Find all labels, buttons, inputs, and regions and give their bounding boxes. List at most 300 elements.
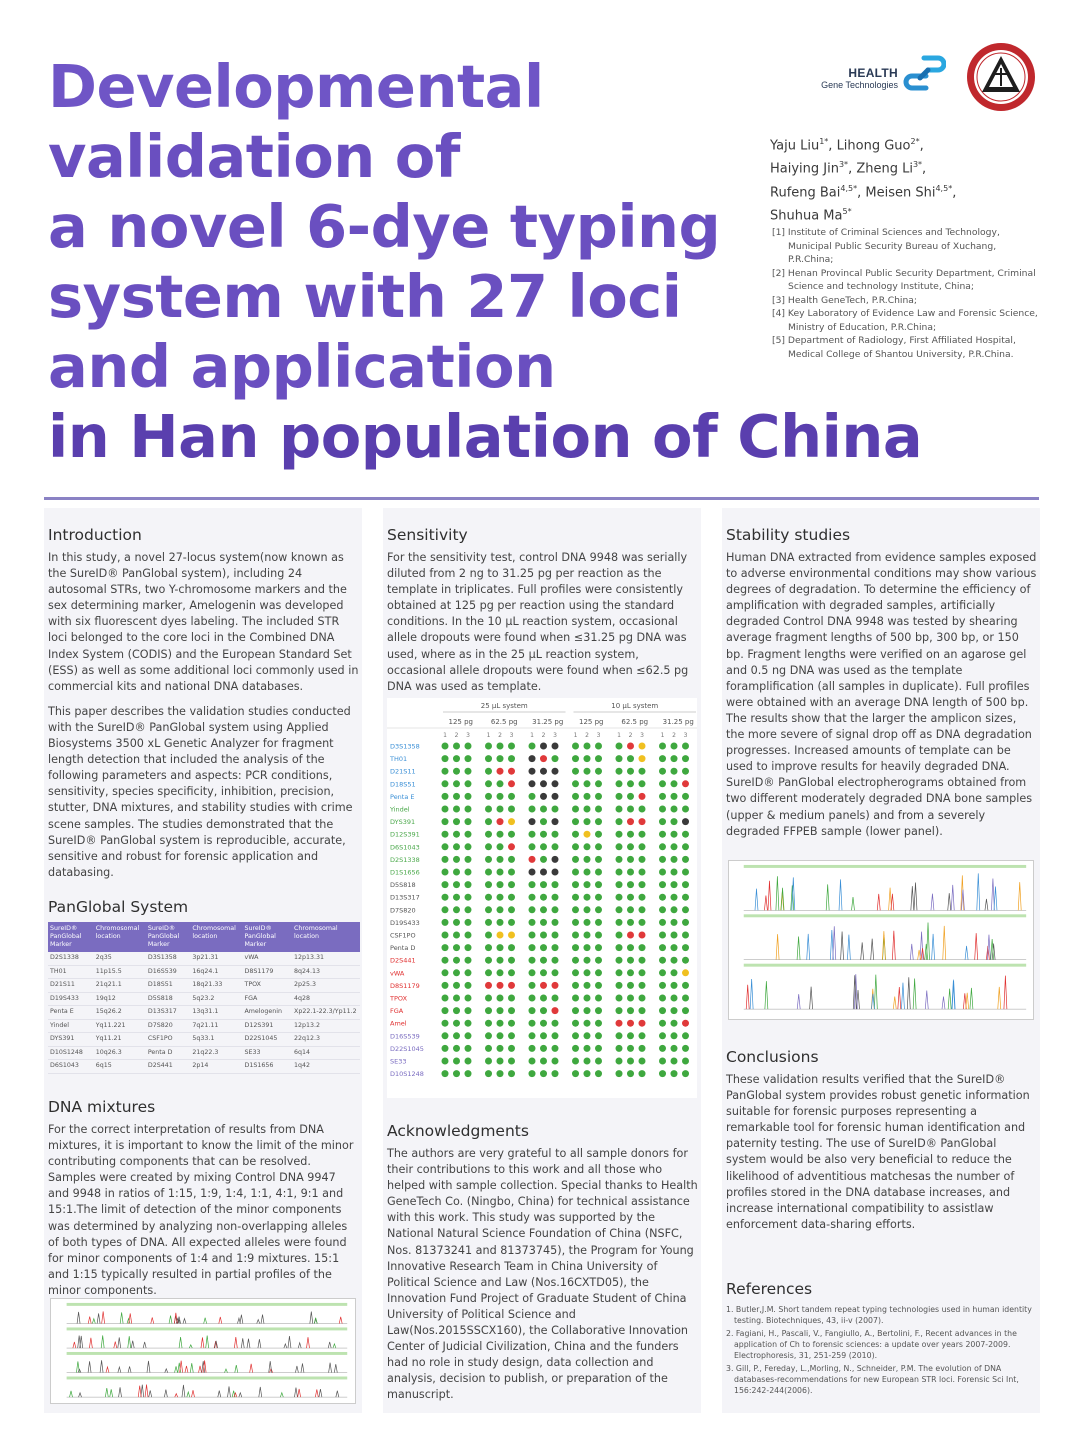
allele-dot bbox=[485, 995, 492, 1002]
allele-dot bbox=[595, 869, 602, 876]
allele-dot bbox=[529, 755, 536, 762]
allele-dot bbox=[465, 969, 472, 976]
table-cell: Amelogenin bbox=[242, 1006, 292, 1020]
trace-peak bbox=[948, 893, 951, 910]
allele-dot bbox=[682, 780, 689, 787]
table-cell: D10S1248 bbox=[48, 1046, 94, 1060]
table-row bbox=[48, 1046, 360, 1060]
trace-peak bbox=[88, 1317, 91, 1324]
allele-dot bbox=[659, 995, 666, 1002]
locus-label: DYS391 bbox=[390, 818, 416, 827]
allele-dot bbox=[465, 919, 472, 926]
allele-dot bbox=[552, 1045, 559, 1052]
allele-dot bbox=[529, 944, 536, 951]
allele-dot bbox=[497, 906, 504, 913]
allele-dot bbox=[497, 806, 504, 813]
allele-dot bbox=[572, 755, 579, 762]
allele-dot bbox=[442, 1045, 449, 1052]
table-cell: 16q24.1 bbox=[190, 965, 242, 979]
allele-dot bbox=[529, 780, 536, 787]
author-sup: 3* bbox=[912, 160, 923, 170]
allele-dot bbox=[572, 780, 579, 787]
allele-dot bbox=[540, 932, 547, 939]
allele-dot bbox=[442, 743, 449, 750]
allele-dot bbox=[682, 818, 689, 825]
locus-label: D6S1043 bbox=[390, 843, 420, 852]
table-cell: 13q31.1 bbox=[190, 1006, 242, 1020]
trace-peak bbox=[319, 1389, 322, 1397]
allele-dot bbox=[639, 755, 646, 762]
table-cell: 12p13.2 bbox=[292, 1019, 360, 1033]
allele-dot bbox=[552, 932, 559, 939]
allele-dot bbox=[485, 894, 492, 901]
trace-peak bbox=[77, 1312, 80, 1324]
allele-dot bbox=[453, 919, 460, 926]
allele-dot bbox=[616, 919, 623, 926]
locus-label: D2S1338 bbox=[390, 855, 420, 864]
allele-dot bbox=[442, 995, 449, 1002]
title-line: and application bbox=[48, 332, 556, 401]
trace-peak bbox=[182, 1385, 185, 1397]
locus-label: D1S1656 bbox=[390, 868, 420, 877]
trace-peak bbox=[852, 897, 855, 910]
allele-dot bbox=[497, 1032, 504, 1039]
locus-label: CSF1PO bbox=[390, 931, 416, 940]
marker-bar bbox=[67, 1377, 348, 1380]
trace-peak bbox=[149, 1390, 152, 1397]
allele-dot bbox=[508, 1045, 515, 1052]
allele-dot bbox=[540, 982, 547, 989]
allele-dot bbox=[682, 806, 689, 813]
trace-peak bbox=[301, 1363, 304, 1372]
allele-dot bbox=[485, 831, 492, 838]
trace-peak bbox=[187, 1392, 190, 1397]
allele-dot bbox=[616, 944, 623, 951]
table-cell: D19S433 bbox=[48, 992, 94, 1006]
author-list: Yaju Liu$^{1*}$, Lihong Guo$^{2*}$, Haiying Jin$^{3*}$, Zheng $Li^{3*}$, Rufeng Bai$^{4,5*}$, Meisen Shi$^{4,5*}$, Shuhua $Ma^{5*}$ bbox=[770, 137, 957, 224]
table-cell: D2S1338 bbox=[48, 952, 94, 965]
allele-dot bbox=[540, 1070, 547, 1077]
trace-peak bbox=[119, 1387, 122, 1397]
allele-dot bbox=[540, 881, 547, 888]
allele-dot bbox=[453, 995, 460, 1002]
trace-peak bbox=[892, 931, 895, 960]
allele-dot bbox=[572, 1070, 579, 1077]
allele-dot bbox=[508, 982, 515, 989]
allele-dot bbox=[508, 869, 515, 876]
trace-peak bbox=[204, 1318, 207, 1324]
allele-dot bbox=[552, 1058, 559, 1065]
allele-dot bbox=[659, 768, 666, 775]
allele-dot bbox=[485, 932, 492, 939]
allele-dot bbox=[627, 869, 634, 876]
allele-dot bbox=[442, 818, 449, 825]
amount-label: 31.25 pg bbox=[532, 718, 564, 726]
trace-peak bbox=[911, 886, 914, 910]
affiliation: [4] Key Laboratory of Evidence Law and Forensic Science, Ministry of Education, P.R.China; bbox=[772, 308, 1038, 333]
allele-dot bbox=[584, 806, 591, 813]
trace-peak bbox=[841, 931, 844, 959]
allele-dot bbox=[616, 995, 623, 1002]
trace-peak bbox=[110, 1389, 113, 1397]
locus-label: Penta E bbox=[390, 792, 415, 801]
allele-dot bbox=[442, 806, 449, 813]
allele-dot bbox=[584, 995, 591, 1002]
allele-dot bbox=[671, 957, 678, 964]
panglobal-section bbox=[48, 894, 360, 1074]
allele-dot bbox=[616, 768, 623, 775]
allele-dot bbox=[659, 982, 666, 989]
allele-dot bbox=[572, 894, 579, 901]
allele-dot bbox=[682, 944, 689, 951]
allele-dot bbox=[584, 969, 591, 976]
trace-peak bbox=[298, 1343, 301, 1348]
allele-dot bbox=[659, 755, 666, 762]
locus-label: D5S818 bbox=[390, 881, 416, 890]
allele-dot bbox=[595, 944, 602, 951]
allele-dot bbox=[595, 743, 602, 750]
allele-dot bbox=[595, 780, 602, 787]
replicate-label: 3 bbox=[683, 732, 688, 739]
marker-bar bbox=[67, 1352, 348, 1355]
locus-label: D19S433 bbox=[390, 918, 420, 927]
allele-dot bbox=[465, 793, 472, 800]
allele-dot bbox=[552, 957, 559, 964]
section-heading: References bbox=[726, 1280, 813, 1298]
allele-dot bbox=[627, 768, 634, 775]
allele-dot bbox=[552, 768, 559, 775]
allele-dot bbox=[659, 894, 666, 901]
table-cell: D22S1045 bbox=[242, 1033, 292, 1047]
allele-dot bbox=[627, 1058, 634, 1065]
table-header-row bbox=[48, 922, 360, 952]
allele-dot bbox=[659, 957, 666, 964]
allele-dot bbox=[465, 894, 472, 901]
allele-dot bbox=[497, 982, 504, 989]
trace-peak bbox=[294, 1387, 297, 1397]
allele-dot bbox=[659, 881, 666, 888]
allele-dot bbox=[508, 1007, 515, 1014]
allele-dot bbox=[671, 944, 678, 951]
trace-peak bbox=[175, 1394, 178, 1397]
allele-dot bbox=[529, 995, 536, 1002]
allele-dot bbox=[671, 768, 678, 775]
affiliation: [2] Henan Provincal Public Security Department, Criminal Science and technology Institute, China; bbox=[772, 267, 1036, 292]
allele-dot bbox=[584, 743, 591, 750]
marker-bar bbox=[67, 1327, 348, 1330]
allele-dot bbox=[627, 780, 634, 787]
allele-dot bbox=[671, 906, 678, 913]
locus-label: D22S1045 bbox=[390, 1044, 424, 1053]
allele-dot bbox=[485, 1032, 492, 1039]
locus-label: Penta D bbox=[390, 944, 416, 953]
allele-dot bbox=[442, 1032, 449, 1039]
trace-peak bbox=[746, 985, 749, 1009]
allele-dot bbox=[671, 806, 678, 813]
author-sup: 2* bbox=[910, 137, 920, 146]
allele-dot bbox=[552, 881, 559, 888]
allele-dot bbox=[682, 856, 689, 863]
trace-peak bbox=[101, 1335, 104, 1348]
allele-dot bbox=[639, 969, 646, 976]
allele-dot bbox=[595, 969, 602, 976]
allele-dot bbox=[595, 1045, 602, 1052]
allele-dot bbox=[659, 969, 666, 976]
author-name: Shuhua Ma bbox=[770, 208, 843, 224]
allele-dot bbox=[508, 1032, 515, 1039]
allele-dot bbox=[584, 1045, 591, 1052]
section-heading: Sensitivity bbox=[387, 526, 468, 544]
allele-dot bbox=[453, 1070, 460, 1077]
allele-dot bbox=[465, 1058, 472, 1065]
author-name: Rufeng Bai bbox=[770, 184, 841, 200]
table-cell: Xp22.1-22.3/Yp11.2 bbox=[292, 1006, 360, 1020]
table-cell: 19q12 bbox=[94, 992, 146, 1006]
allele-dot bbox=[552, 856, 559, 863]
allele-dot bbox=[552, 919, 559, 926]
allele-dot bbox=[540, 818, 547, 825]
allele-dot bbox=[659, 818, 666, 825]
allele-dot bbox=[659, 944, 666, 951]
paragraph: The authors are very grateful to all sample donors for their contributions to this work and all those who helped with sample collection. Special thanks to Health GeneTech Co. (Ningbo, China) for technical assistance with this work. This study was supported by the National Natural Science Foundation of China (NSFC, Nos. 81373241 and 81373745), the Program for Young Innovative Research Team in China University of Political Science and Law (Nos.16CXTD05), the Innovation Fund Project of Graduate Student of China University of Political Science and Law(Nos.2015SSCX160), the Collaborative Innovation Center of Judicial Civilization, China and the funders had no role in study design, data collection and analysis, decision to publish, or preparation of the manuscript. bbox=[387, 1147, 698, 1402]
title-line: validation of bbox=[48, 122, 460, 191]
allele-dot bbox=[529, 957, 536, 964]
allele-dot bbox=[465, 780, 472, 787]
trace-peak bbox=[128, 1366, 131, 1372]
reference-item: 3. Gill, P., Fereday, L.,Morling, N., Schneider, P.M. The evolution of DNA databases-recommendations for new European STR loci. Forensic Sci Int, 156:242-244(2006). bbox=[726, 1364, 1019, 1395]
allele-dot bbox=[659, 1032, 666, 1039]
allele-dot bbox=[497, 1007, 504, 1014]
allele-dot bbox=[497, 768, 504, 775]
allele-dot bbox=[552, 1020, 559, 1027]
trace-peak bbox=[114, 1342, 117, 1348]
allele-dot bbox=[616, 932, 623, 939]
allele-dot bbox=[572, 818, 579, 825]
allele-dot bbox=[540, 743, 547, 750]
allele-dot bbox=[627, 856, 634, 863]
trace-peak bbox=[147, 1361, 150, 1373]
allele-dot bbox=[497, 743, 504, 750]
trace-peak bbox=[807, 934, 810, 960]
allele-dot bbox=[659, 806, 666, 813]
allele-dot bbox=[572, 957, 579, 964]
allele-dot bbox=[465, 957, 472, 964]
allele-dot bbox=[616, 1058, 623, 1065]
locus-label: vWA bbox=[390, 969, 405, 978]
author-name: Haiying Jin bbox=[770, 161, 839, 177]
trace-peak bbox=[942, 996, 945, 1009]
locus-label: TH01 bbox=[390, 755, 408, 764]
allele-dot bbox=[595, 856, 602, 863]
allele-dot bbox=[572, 768, 579, 775]
allele-dot bbox=[540, 856, 547, 863]
allele-dot bbox=[572, 982, 579, 989]
allele-dot bbox=[508, 1070, 515, 1077]
allele-dot bbox=[497, 843, 504, 850]
allele-dot bbox=[529, 768, 536, 775]
trace-peak bbox=[328, 1342, 331, 1348]
allele-dot bbox=[639, 1007, 646, 1014]
table-cell: 8q24.13 bbox=[292, 965, 360, 979]
allele-dot bbox=[572, 856, 579, 863]
allele-dot bbox=[508, 1020, 515, 1027]
allele-dot bbox=[639, 743, 646, 750]
allele-dot bbox=[540, 906, 547, 913]
allele-dot bbox=[671, 1007, 678, 1014]
allele-dot bbox=[540, 969, 547, 976]
allele-dot bbox=[465, 743, 472, 750]
allele-dot bbox=[627, 969, 634, 976]
panglobal-table bbox=[48, 922, 360, 1074]
allele-dot bbox=[671, 831, 678, 838]
allele-dot bbox=[682, 982, 689, 989]
table-cell: DYS391 bbox=[48, 1033, 94, 1047]
allele-dot bbox=[529, 1032, 536, 1039]
allele-dot bbox=[639, 957, 646, 964]
trace-peak bbox=[199, 1366, 202, 1373]
trace-peak bbox=[927, 922, 930, 959]
allele-dot bbox=[682, 793, 689, 800]
trace-peak bbox=[776, 876, 779, 910]
amount-label: 125 pg bbox=[448, 718, 473, 726]
allele-dot bbox=[627, 919, 634, 926]
allele-dot bbox=[627, 818, 634, 825]
allele-dot bbox=[584, 768, 591, 775]
allele-dot bbox=[659, 831, 666, 838]
allele-dot bbox=[552, 995, 559, 1002]
allele-dot bbox=[552, 1007, 559, 1014]
section-heading: Introduction bbox=[48, 526, 142, 544]
allele-dot bbox=[682, 995, 689, 1002]
paragraph: These validation results verified that the SureID® PanGlobal system provides robust genetic information suitable for forensic purposes representing a remarkable tool for forensic human identification and paternity testing. The use of SureID® PanGlobal system would be also very beneficial to reduce the likelihood of adventitious matchesas the number of profiles stored in the DNA database increases, and increase international compatibility to assistlaw enforcement data-sharing efforts. bbox=[726, 1073, 1030, 1231]
allele-dot bbox=[616, 881, 623, 888]
allele-dot bbox=[572, 932, 579, 939]
allele-dot bbox=[627, 1032, 634, 1039]
allele-dot bbox=[453, 831, 460, 838]
locus-label: D18S51 bbox=[390, 780, 416, 789]
allele-dot bbox=[529, 982, 536, 989]
trace-peak bbox=[797, 936, 800, 959]
trace-peak bbox=[165, 1369, 168, 1373]
trace-peak bbox=[234, 1337, 237, 1348]
allele-dot bbox=[671, 755, 678, 762]
trace-peak bbox=[145, 1385, 148, 1398]
allele-dot bbox=[616, 957, 623, 964]
allele-dot bbox=[659, 1020, 666, 1027]
allele-dot bbox=[442, 919, 449, 926]
allele-dot bbox=[485, 869, 492, 876]
table-cell: D8S1179 bbox=[242, 965, 292, 979]
affiliation: [3] Health GeneTech, P.R.China; bbox=[772, 294, 918, 306]
allele-dot bbox=[497, 793, 504, 800]
allele-dot bbox=[453, 982, 460, 989]
trace-peak bbox=[768, 881, 771, 911]
table-cell: D1S1656 bbox=[242, 1060, 292, 1074]
allele-dot bbox=[497, 881, 504, 888]
system-label: 25 μL system bbox=[480, 702, 528, 710]
trace-peak bbox=[826, 884, 829, 910]
allele-dot bbox=[639, 780, 646, 787]
allele-dot bbox=[508, 1058, 515, 1065]
trace-peak bbox=[175, 1366, 178, 1372]
table-cell: Penta D bbox=[146, 1046, 190, 1060]
allele-dot bbox=[659, 906, 666, 913]
locus-label: D12S391 bbox=[390, 830, 420, 839]
allele-dot bbox=[572, 1032, 579, 1039]
trace-peak bbox=[965, 946, 968, 960]
allele-dot bbox=[497, 856, 504, 863]
allele-dot bbox=[508, 793, 515, 800]
allele-dot bbox=[552, 1032, 559, 1039]
allele-dot bbox=[584, 957, 591, 964]
allele-dot bbox=[453, 969, 460, 976]
table-cell: 2p25.3 bbox=[292, 979, 360, 993]
table-row bbox=[48, 979, 360, 993]
allele-dot bbox=[682, 1007, 689, 1014]
table-cell: CSF1PO bbox=[146, 1033, 190, 1047]
sensitivity-section bbox=[387, 522, 699, 695]
allele-dot bbox=[552, 1070, 559, 1077]
allele-dot bbox=[465, 1032, 472, 1039]
allele-dot bbox=[508, 806, 515, 813]
allele-dot bbox=[627, 1007, 634, 1014]
author-sup: 3* bbox=[838, 160, 849, 170]
trace-peak bbox=[261, 1315, 264, 1324]
table-cell: 7q21.11 bbox=[190, 1019, 242, 1033]
allele-dot bbox=[465, 768, 472, 775]
trace-peak bbox=[79, 1393, 82, 1397]
allele-dot bbox=[552, 894, 559, 901]
allele-dot bbox=[616, 755, 623, 762]
allele-dot bbox=[529, 831, 536, 838]
allele-dot bbox=[552, 780, 559, 787]
allele-dot bbox=[552, 843, 559, 850]
allele-dot bbox=[552, 969, 559, 976]
table-cell: 5q23.2 bbox=[190, 992, 242, 1006]
allele-dot bbox=[671, 1070, 678, 1077]
trace-peak bbox=[970, 988, 973, 1009]
allele-dot bbox=[671, 1020, 678, 1027]
table-cell: D2S441 bbox=[146, 1060, 190, 1074]
allele-dot bbox=[465, 856, 472, 863]
allele-dot bbox=[671, 932, 678, 939]
trace-peak bbox=[120, 1312, 123, 1323]
health-mark-icon bbox=[902, 54, 946, 94]
allele-dot bbox=[639, 1032, 646, 1039]
allele-dot bbox=[508, 881, 515, 888]
trace-peak bbox=[100, 1360, 103, 1372]
trace-peak bbox=[192, 1390, 195, 1397]
allele-dot bbox=[682, 881, 689, 888]
allele-dot bbox=[639, 843, 646, 850]
table-cell: D5S818 bbox=[146, 992, 190, 1006]
allele-dot bbox=[453, 906, 460, 913]
table-cell: 2p14 bbox=[190, 1060, 242, 1074]
replicate-label: 1 bbox=[573, 732, 578, 739]
allele-dot bbox=[497, 944, 504, 951]
allele-dot bbox=[540, 957, 547, 964]
trace-peak bbox=[164, 1390, 167, 1398]
allele-dot bbox=[465, 1070, 472, 1077]
paragraph: Human DNA extracted from evidence samples exposed to adverse environmental conditions may show various degrees of degradation. To determine the efficiency of amplification with degraded samples, artificially degraded Control DNA 9948 was tested by shearing average fragment lengths of 500 bp, 300 bp, or 150 bp. Fragment lengths were verified on an agarose gel and 0.5 ng DNA was used as the template foramplification (all samples in duplicate). Full profiles were obtained with an average DNA length of 500 bp. The results show that the larger the amplicon sizes, the more severe of signal drop off as DNA degradation progresses. Increased amounts of template can be used to improve results for heavily degraded DNA. SureID® PanGlobal electropherograms obtained from two different moderately degraded DNA bone samples (upper & medium panels) and from a severely degraded FFPEB sample (lower panel). bbox=[726, 551, 1037, 838]
allele-dot bbox=[465, 1007, 472, 1014]
table-cell: Penta E bbox=[48, 1006, 94, 1020]
allele-dot bbox=[485, 793, 492, 800]
allele-dot bbox=[572, 1020, 579, 1027]
amount-label: 62.5 pg bbox=[621, 718, 649, 726]
allele-dot bbox=[497, 1020, 504, 1027]
allele-dot bbox=[497, 755, 504, 762]
